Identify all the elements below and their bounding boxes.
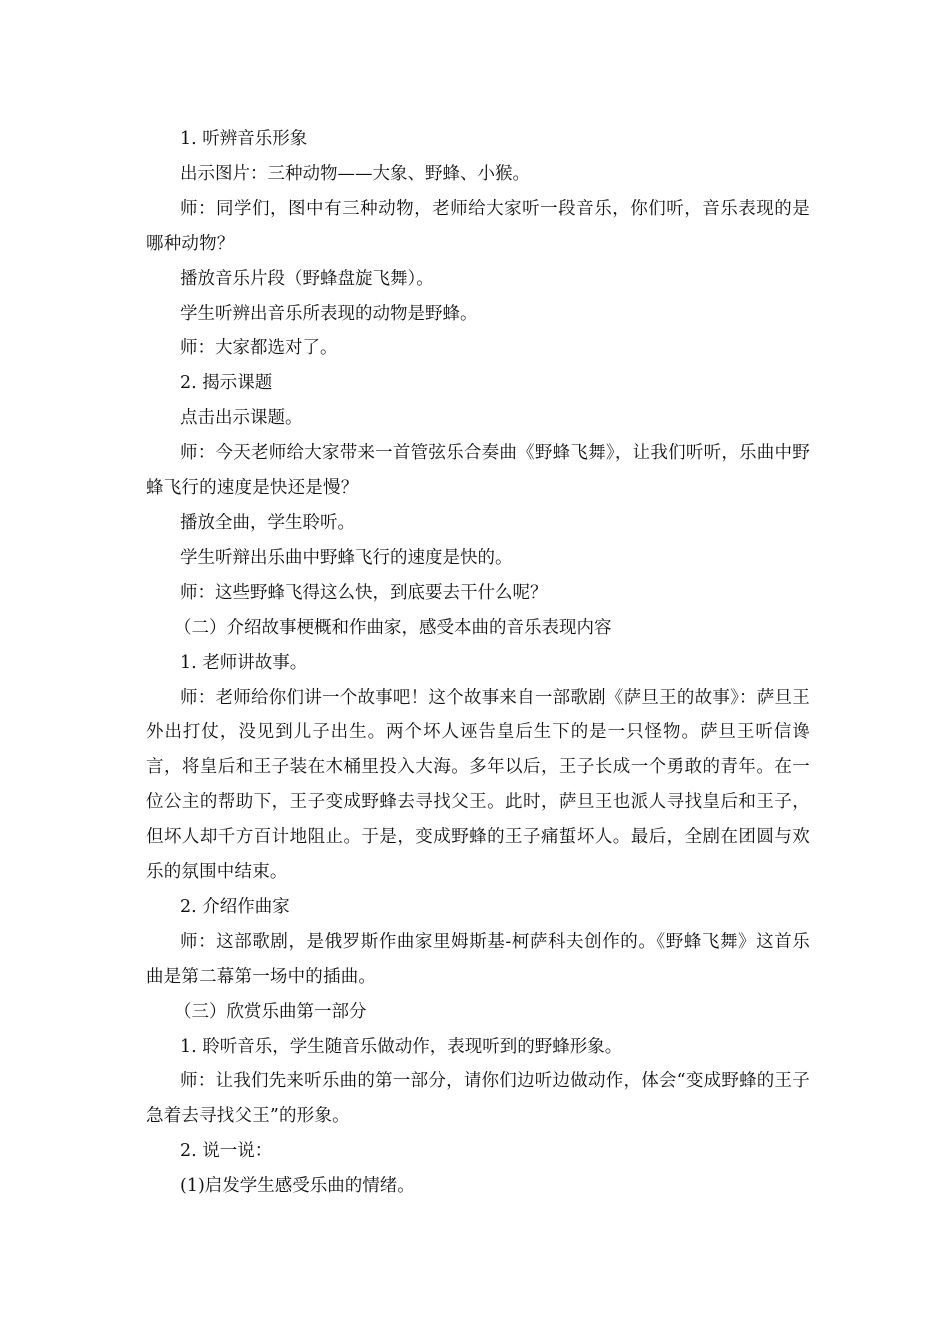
- heading-introduce-composer: 2. 介绍作曲家: [180, 896, 290, 917]
- text-students-speed-fast: 学生听辩出乐曲中野蜂飞行的速度是快的。: [180, 547, 513, 568]
- text-click-show-topic: 点击出示课题。: [180, 408, 303, 429]
- heading-listen-and-move: 1. 聆听音乐，学生随音乐做动作，表现听到的野蜂形象。: [180, 1036, 623, 1057]
- text-show-picture: 出示图片：三种动物——大象、野蜂、小猴。: [180, 163, 530, 184]
- heading-teacher-tells-story: 1. 老师讲故事。: [180, 652, 308, 673]
- heading-reveal-topic: 2. 揭示课题: [180, 373, 273, 394]
- text-composer-info: 师：这部歌剧，是俄罗斯作曲家里姆斯基-柯萨科夫创作的。《野蜂飞舞》这首乐曲是第二幕第一场中的插曲。: [146, 931, 810, 987]
- text-teacher-listen-part-one: 师：让我们先来听乐曲的第一部分，请你们边听边做动作，体会“变成野蜂的王子急着去寻找父王”的形象。: [146, 1071, 810, 1127]
- section-heading-part-one: （三）欣赏乐曲第一部分: [174, 1001, 367, 1022]
- text-teacher-introduce-piece: 师：今天老师给大家带来一首管弦乐合奏曲《野蜂飞舞》，让我们听听，乐曲中野蜂飞行的速度是快还是慢？: [146, 443, 810, 499]
- document-body: [146, 122, 810, 1204]
- heading-listen-music-image: 1. 听辨音乐形象: [180, 129, 308, 149]
- text-teacher-what-doing: 师：这些野蜂飞得这么快，到底要去干什么呢？: [180, 582, 548, 603]
- text-inspire-emotion: (1)启发学生感受乐曲的情绪。: [180, 1176, 415, 1197]
- text-students-identify-bee: 学生听辨出音乐所表现的动物是野蜂。: [180, 303, 478, 324]
- text-story-tsar-saltan: 师：老师给你们讲一个故事吧！这个故事来自一部歌剧《萨旦王的故事》：萨旦王外出打仗，没见到儿子出生。两个坏人诬告皇后生下的是一只怪物。萨旦王听信谗言，将皇后和王子装在木桶里投入大海。多年以后，王子长成一个勇敢的青年。在一位公主的帮助下，王子变成野蜂去寻找父王。此时，萨旦王也派人寻找皇后和王子，但坏人却千方百计地阻止。于是，变成野蜂的王子痛蜇坏人。最后，全剧在团圆与欢乐的氛围中结束。: [146, 687, 810, 883]
- section-heading-story-composer: （二）介绍故事梗概和作曲家，感受本曲的音乐表现内容: [174, 617, 612, 638]
- text-play-fragment: 播放音乐片段（野蜂盘旋飞舞）。: [180, 268, 434, 289]
- text-teacher-question-animals: 师：同学们，图中有三种动物，老师给大家听一段音乐，你们听，音乐表现的是哪种动物？: [146, 198, 810, 254]
- text-teacher-all-correct: 师：大家都选对了。: [180, 338, 338, 359]
- heading-say-it: 2. 说一说：: [180, 1141, 273, 1162]
- text-play-full-piece: 播放全曲，学生聆听。: [180, 512, 355, 533]
